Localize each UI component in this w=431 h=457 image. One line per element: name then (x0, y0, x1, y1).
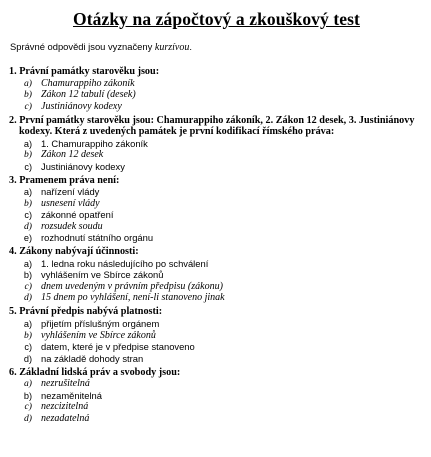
correct-answer-text: rozsudek soudu (41, 220, 103, 232)
option-list (9, 78, 424, 113)
option-letter: c) (24, 280, 32, 292)
correct-answer-text: 15 dnem po vyhlášení, není-li stanoveno jinak (41, 292, 225, 304)
answer-text: rozhodnutí státního orgánu (41, 232, 154, 244)
correct-answer-text: Zákon 12 desek (41, 149, 104, 161)
answer-text: zákonné opatření (41, 209, 114, 221)
option-letter: a) (24, 77, 32, 89)
answer-option (9, 138, 424, 150)
intro-suffix: . (189, 41, 192, 52)
correct-answer-text: nezrušitelná (41, 378, 90, 390)
answer-text: 1. Chamurappiho zákoník (41, 137, 148, 149)
option-letter: c) (24, 100, 32, 112)
option-letter: b) (23, 390, 32, 401)
option-letter: d) (24, 412, 32, 424)
intro-prefix: Správné odpovědi jsou vyznačeny (10, 41, 155, 52)
answer-option (9, 269, 424, 281)
answer-option (9, 221, 424, 233)
answer-option (9, 353, 424, 365)
question-title: 5. Právní předpis nabývá platnosti: (9, 306, 163, 318)
answer-option (9, 401, 424, 413)
answer-text: 1. ledna roku následujícího po schválení (41, 257, 209, 269)
option-list (9, 318, 424, 364)
answer-text: Justiniánovy kodexy (41, 160, 125, 172)
answer-option (9, 281, 424, 293)
answer-option (9, 330, 424, 342)
option-letter: a) (24, 378, 32, 390)
option-letter: b) (24, 329, 32, 341)
answer-option (9, 292, 424, 304)
option-letter: a) (23, 319, 32, 330)
correct-answer-text: vyhlášením ve Sbírce zákonů (41, 329, 156, 341)
answer-option (9, 413, 424, 425)
answer-option (9, 390, 424, 402)
option-letter: c) (24, 342, 32, 353)
answer-text: na základě dohody stran (41, 352, 144, 364)
correct-answer-text: usnesení vlády (41, 197, 100, 209)
answer-option (9, 232, 424, 244)
option-letter: b) (24, 197, 32, 209)
answer-option (9, 198, 424, 210)
question-title: 2. První památky starověku jsou: Chamurappiho zákoník, 2. Zákon 12 desek, 3. Justiniánovy kodexy. Která z uvedených památek je první kodifikací římského práva: (9, 114, 415, 138)
answer-text: vyhlášením ve Sbírce zákonů (41, 269, 164, 281)
correct-answer-text: nezcizitelná (41, 401, 89, 413)
option-list (9, 378, 424, 424)
correct-answer-text: nezadatelná (41, 412, 90, 424)
option-letter: b) (24, 89, 32, 101)
option-letter: a) (23, 187, 32, 198)
correct-answer-text: dnem uvedeným v právním předpisu (zákonu) (41, 280, 223, 292)
option-list (9, 138, 424, 173)
option-letter: c) (24, 401, 32, 413)
answer-option (9, 89, 424, 101)
option-letter: d) (24, 292, 32, 304)
question-list (9, 66, 424, 424)
question-block (9, 175, 424, 244)
answer-option (9, 341, 424, 353)
question-block (9, 66, 424, 112)
answer-option (9, 318, 424, 330)
option-letter: a) (23, 258, 32, 269)
answer-option (9, 161, 424, 173)
option-list (9, 186, 424, 244)
option-letter: c) (24, 161, 32, 172)
answer-text: nezaměnitelná (41, 389, 102, 401)
option-letter: a) (23, 138, 32, 149)
question-title: 6. Základní lidská práv a svobody jsou: (9, 366, 181, 378)
question-block (9, 367, 424, 425)
answer-option (9, 101, 424, 113)
intro-emphasis: kurzívou (154, 42, 190, 53)
answer-text: přijetím příslušným orgánem (41, 318, 160, 330)
question-title: 3. Pramenem práva není: (9, 174, 120, 186)
question-block (9, 115, 424, 173)
correct-answer-text: Chamurappiho zákoník (41, 77, 135, 89)
correct-answer-text: Zákon 12 tabulí (desek) (41, 89, 136, 101)
answer-option (9, 149, 424, 161)
question-title: 1. Právní památky starověku jsou: (9, 66, 160, 77)
answer-text: datem, které je v předpise stanoveno (41, 341, 195, 353)
question-block (9, 246, 424, 304)
option-letter: b) (24, 149, 32, 161)
option-letter: b) (23, 270, 32, 281)
question-block (9, 306, 424, 364)
option-letter: d) (23, 353, 32, 364)
option-letter: e) (23, 233, 32, 244)
option-letter: d) (24, 220, 32, 232)
answer-option (9, 186, 424, 198)
answer-option (9, 378, 424, 390)
option-letter: c) (24, 210, 32, 221)
intro-text (10, 41, 424, 54)
correct-answer-text: Justiniánovy kodexy (41, 100, 122, 112)
answer-text: nařízení vlády (41, 186, 100, 198)
question-title: 4. Zákony nabývají účinnosti: (9, 246, 139, 258)
answer-option (9, 78, 424, 90)
answer-option (9, 209, 424, 221)
answer-option (9, 258, 424, 270)
page-title: Otázky na zápočtový a zkouškový test (72, 9, 360, 29)
option-list (9, 258, 424, 304)
